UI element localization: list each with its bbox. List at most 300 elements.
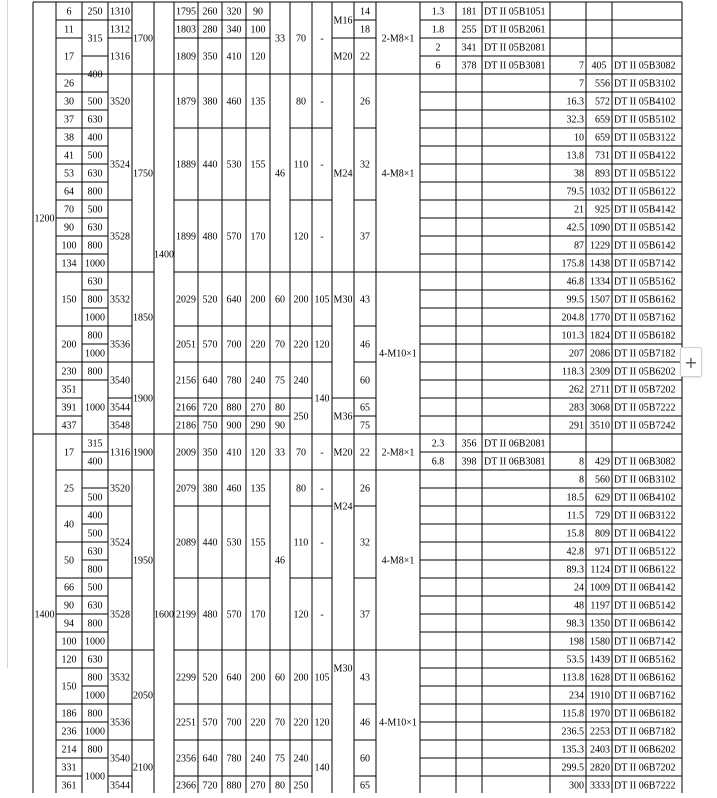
weight-b: 1970 [590,708,610,720]
weight-b: 809 [595,528,610,540]
motor-power-b: 236.5 [561,726,584,738]
bolt-size: M36 [333,411,353,423]
dim-g: 43 [360,672,370,684]
weight-b: 1124 [590,564,610,576]
dim-g: 32 [360,537,370,549]
bolt-spec: 4-M8×1 [381,168,415,180]
dim-w: 640 [226,672,242,684]
motor-power-b: 99.5 [566,294,584,306]
model-code-b: DT II 06B7162 [614,690,676,702]
left-scroll-strip[interactable] [0,0,8,668]
gear-ratio: 25 [64,483,74,495]
length-c: 1400 [154,249,174,261]
dim-h: 350 [202,51,218,63]
dim-d: 60 [275,672,285,684]
model-code-b: DT II 05B6202 [614,366,676,378]
dim-l: 2356 [176,753,196,765]
motor-power-b: 118.3 [561,366,584,378]
bolt-size: M20 [333,51,353,63]
model-code-b: DT II 05B7182 [614,348,676,360]
weight: 398 [461,456,477,468]
dim-d: 70 [275,717,285,729]
dim-c: 90 [253,6,263,18]
weight-b: 659 [595,132,610,144]
weight-b: 1507 [590,294,610,306]
weight: 356 [461,438,477,450]
motor-power-b: 24 [574,582,584,594]
dim-d: 60 [275,294,285,306]
gear-ratio: 437 [61,420,77,432]
bolt-spec: 2-M8×1 [381,33,415,45]
dim-f: - [320,159,324,171]
length-a: 3544 [110,780,130,792]
dim-g: 75 [360,420,370,432]
gear-ratio: 90 [64,222,74,234]
weight-b: 3510 [590,420,610,432]
dim-l: 1803 [176,24,196,36]
weight-b: 1628 [590,672,610,684]
dim-w: 780 [226,753,242,765]
weight-b: 1229 [590,240,610,252]
shaft-diameter: 400 [87,510,103,522]
dim-g: 22 [360,447,370,459]
dim-e: 250 [293,411,309,423]
weight-b: 1350 [590,618,610,630]
model-code-b: DT II 05B7222 [614,402,676,414]
dim-w: 320 [226,6,242,18]
bolt-spec: 4-M10×1 [379,348,417,360]
dim-c: 200 [250,294,266,306]
shaft-diameter: 500 [87,96,103,108]
dim-g: 65 [360,402,370,414]
dim-c: 100 [250,24,266,36]
dim-c: 155 [250,537,266,549]
dim-w: 780 [226,375,242,387]
dim-l: 1795 [176,6,196,18]
motor-power-b: 53.5 [566,654,584,666]
dim-d: 75 [275,375,285,387]
dim-l: 2079 [176,483,196,495]
shaft-diameter: 500 [87,528,103,540]
dim-c: 170 [250,609,266,621]
dim-h: 440 [202,159,218,171]
shaft-diameter: 250 [87,6,103,18]
shaft-diameter: 1000 [85,402,105,414]
motor-power-b: 115.8 [561,708,584,720]
motor-power-b: 16.3 [566,96,584,108]
dim-c: 240 [250,375,266,387]
dim-e: 220 [293,717,309,729]
bolt-size: M24 [333,501,353,513]
dim-c: 220 [250,339,266,351]
shaft-diameter: 1000 [85,771,105,783]
motor-power-b: 10 [574,132,584,144]
dim-c: 240 [250,753,266,765]
dim-e: 220 [293,339,309,351]
length-a: 3528 [110,231,130,243]
dim-e: 250 [293,780,309,792]
gear-ratio: 150 [61,294,77,306]
length-b: 1750 [133,168,153,180]
dim-e: 240 [293,753,309,765]
weight: 181 [461,6,477,18]
dim-l: 2156 [176,375,196,387]
motor-power-b: 87 [574,240,584,252]
dim-w: 700 [226,339,242,351]
dim-d: 46 [275,555,285,567]
length-a: 3536 [110,339,130,351]
dim-c: 290 [250,420,266,432]
weight: 255 [461,24,477,36]
dim-h: 380 [202,483,218,495]
model-code-b: DT II 05B5162 [614,276,676,288]
weight-b: 3333 [590,780,610,792]
model-code: DT II 06B3081 [484,456,546,468]
gear-ratio: 37 [64,114,74,126]
model-code-b: DT II 05B5102 [614,114,676,126]
motor-power-b: 98.3 [566,618,584,630]
shaft-diameter: 1000 [85,258,105,270]
motor-power-b: 135.3 [561,744,584,756]
gear-ratio: 38 [64,132,74,144]
gear-ratio: 26 [64,78,74,90]
dim-f: 105 [314,294,330,306]
dim-e: 80 [296,483,306,495]
dim-w: 880 [226,402,242,414]
weight-b: 405 [591,60,607,72]
shaft-diameter: 1000 [85,348,105,360]
length-a: 3532 [110,672,130,684]
dim-l: 2199 [176,609,196,621]
motor-power-b: 101.3 [561,330,584,342]
model-code-b: DT II 06B6202 [614,744,676,756]
dim-e: 80 [296,96,306,108]
dim-c: 120 [250,447,266,459]
model-code-b: DT II 05B4102 [614,96,676,108]
motor-power-b: 15.8 [566,528,584,540]
shaft-diameter: 800 [87,744,103,756]
dim-d: 46 [275,168,285,180]
length-a: 3524 [110,159,130,171]
length-a: 3528 [110,609,130,621]
dim-g: 26 [360,96,370,108]
motor-power-b: 21 [574,204,584,216]
shaft-diameter: 800 [87,708,103,720]
shaft-diameter: 500 [87,492,103,504]
bolt-spec: 2-M8×1 [381,447,415,459]
model-code-b: DT II 05B7242 [614,420,676,432]
bolt-size: M20 [333,447,353,459]
gear-ratio: 186 [61,708,77,720]
weight-b: 560 [595,474,610,486]
model-code-b: DT II 05B7202 [614,384,676,396]
dim-c: 270 [250,780,266,792]
length-a: 3540 [110,375,130,387]
gear-ratio: 200 [61,339,77,351]
shaft-diameter: 800 [87,618,103,630]
gear-ratio: 391 [61,402,77,414]
dim-f: - [320,231,324,243]
dim-w: 570 [226,609,242,621]
dim-l: 2166 [176,402,196,414]
gear-ratio: 351 [61,384,77,396]
model-code-b: DT II 06B3102 [614,474,676,486]
model-code-b: DT II 05B6122 [614,186,676,198]
model-code-b: DT II 05B7142 [614,258,676,270]
shaft-diameter: 630 [87,654,103,666]
gear-ratio: 40 [64,519,74,531]
gear-ratio: 41 [64,150,74,162]
motor-power-b: 198 [569,636,584,648]
motor-power-b: 42.5 [566,222,584,234]
motor-power-b: 13.8 [566,150,584,162]
dim-g: 22 [360,51,370,63]
weight-b: 1032 [590,186,610,198]
gear-ratio: 90 [64,600,74,612]
model-code-b: DT II 05B3082 [614,60,676,72]
model-code-b: DT II 06B7202 [614,762,676,774]
shaft-diameter: 1000 [85,636,105,648]
dim-f: 105 [314,672,330,684]
dim-w: 530 [226,537,242,549]
weight-b: 2403 [590,744,610,756]
model-code-b: DT II 05B6182 [614,330,676,342]
model-code-b: DT II 05B3102 [614,78,676,90]
gear-ratio: 17 [64,447,74,459]
dim-g: 26 [360,483,370,495]
motor-power-b: 262 [569,384,584,396]
weight-b: 729 [595,510,610,522]
model-code-b: DT II 06B3122 [614,510,676,522]
dim-c: 220 [250,717,266,729]
model-code-b: DT II 06B6182 [614,708,676,720]
shaft-diameter: 400 [87,132,103,144]
length-b: 2050 [133,690,153,702]
width-cell-1400: 1400 [34,609,55,621]
motor-power: 1.3 [431,6,445,18]
gear-ratio: 120 [61,654,77,666]
model-code-b: DT II 06B6142 [614,618,676,630]
shaft-diameter: 800 [87,186,103,198]
motor-power-b: 113.8 [561,672,584,684]
weight-b: 429 [595,456,610,468]
motor-power-b: 8 [579,456,584,468]
weight-b: 925 [595,204,610,216]
shaft-diameter: 1000 [85,726,105,738]
shaft-diameter: 800 [87,330,103,342]
length-a: 1310 [110,6,130,18]
dim-g: 37 [360,609,370,621]
dim-c: 135 [250,483,266,495]
dim-h: 350 [202,447,218,459]
motor-power: 2.3 [431,438,445,450]
dim-g: 32 [360,159,370,171]
dim-e: 240 [293,375,309,387]
model-code: DT II 05B1051 [484,6,546,18]
weight-b: 2820 [590,762,610,774]
bolt-spec: 4-M8×1 [381,555,415,567]
gear-ratio: 11 [64,24,74,36]
dim-f: - [320,96,324,108]
length-a: 3536 [110,717,130,729]
gear-ratio: 17 [64,51,74,63]
motor-power-b: 38 [574,168,584,180]
model-code-b: DT II 05B4122 [614,150,676,162]
weight-b: 1770 [590,312,610,324]
dim-h: 480 [202,609,218,621]
shaft-diameter: 500 [87,582,103,594]
gear-ratio: 236 [61,726,77,738]
motor-power-b: 32.3 [566,114,584,126]
motor-power-b: 7 [579,78,584,90]
length-a: 3520 [110,96,130,108]
bolt-size: M30 [333,663,353,675]
shaft-diameter: 630 [87,222,103,234]
dim-l: 2251 [176,717,196,729]
dim-e: 70 [296,33,306,45]
dim-e: 110 [293,537,309,549]
weight-b: 1580 [590,636,610,648]
weight-b: 629 [595,492,610,504]
dim-h: 570 [202,339,218,351]
model-code-b: DT II 06B3082 [614,456,676,468]
shaft-diameter: 1000 [85,312,105,324]
weight-b: 3068 [590,402,610,414]
length-b: 1850 [133,312,153,324]
dim-e: 110 [293,159,309,171]
dim-h: 640 [202,375,218,387]
dim-h: 520 [202,294,218,306]
weight-b: 2086 [590,348,610,360]
model-code-b: DT II 06B5162 [614,654,676,666]
model-code-b: DT II 06B6122 [614,564,676,576]
length-a: 3544 [110,402,130,414]
gear-ratio: 53 [64,168,74,180]
dim-g: 46 [360,717,370,729]
gear-ratio: 64 [64,186,74,198]
dim-e: 200 [293,294,309,306]
dim-g: 60 [360,753,370,765]
weight-b: 1009 [590,582,610,594]
gear-ratio: 50 [64,555,74,567]
model-code-b: DT II 05B5122 [614,168,676,180]
shaft-diameter: 800 [87,240,103,252]
dim-l: 2009 [176,447,196,459]
shaft-diameter: 800 [87,672,103,684]
dim-h: 380 [202,96,218,108]
length-a: 1316 [110,51,130,63]
motor-power-b: 300 [569,780,584,792]
dim-h: 720 [202,402,218,414]
gear-ratio: 70 [64,204,74,216]
gear-ratio: 134 [61,258,77,270]
dim-l: 2029 [176,294,196,306]
weight-b: 2253 [590,726,610,738]
weight-b: 971 [595,546,610,558]
gear-ratio: 66 [64,582,74,594]
weight: 378 [461,60,477,72]
gear-ratio: 230 [61,366,77,378]
shaft-diameter: 630 [87,168,103,180]
dim-w: 640 [226,294,242,306]
weight-b: 893 [595,168,610,180]
dim-l: 2366 [176,780,196,792]
dim-w: 460 [226,96,242,108]
dim-g: 43 [360,294,370,306]
model-code-b: DT II 06B7182 [614,726,676,738]
dim-g: 60 [360,375,370,387]
motor-power-b: 79.5 [566,186,584,198]
dim-w: 530 [226,159,242,171]
bolt-size: M24 [333,168,353,180]
motor-power-b: 175.8 [561,258,584,270]
motor-power-b: 234 [569,690,584,702]
dim-d: 80 [275,780,285,792]
dim-l: 1889 [176,159,196,171]
dim-h: 480 [202,231,218,243]
gear-ratio: 331 [61,762,77,774]
dim-d: 70 [275,339,285,351]
shaft-diameter: 800 [87,564,103,576]
dim-f: 140 [314,393,330,405]
dim-f: 120 [314,339,330,351]
dim-l: 1879 [176,96,196,108]
model-code: DT II 05B2081 [484,42,546,54]
motor-power-b: 207 [569,348,584,360]
weight-b: 731 [595,150,610,162]
shaft-diameter: 800 [87,366,103,378]
shaft-diameter: 400 [87,456,103,468]
dim-d: 80 [275,402,285,414]
motor-power-b: 299.5 [561,762,584,774]
dim-w: 900 [226,420,242,432]
dim-h: 570 [202,717,218,729]
model-code-b: DT II 06B4142 [614,582,676,594]
length-b: 1900 [133,447,153,459]
weight-b: 1438 [590,258,610,270]
weight-b: 2309 [590,366,610,378]
motor-power-b: 11.5 [566,510,584,522]
gear-ratio: 361 [61,780,77,792]
weight-b: 1824 [590,330,610,342]
dim-g: 14 [360,6,370,18]
dim-l: 1899 [176,231,196,243]
dim-c: 170 [250,231,266,243]
expand-plus-button[interactable]: + [680,347,702,377]
length-a: 3520 [110,483,130,495]
model-code-b: DT II 06B4102 [614,492,676,504]
motor-power: 6.8 [431,456,445,468]
weight-b: 659 [595,114,610,126]
motor-power-b: 89.3 [566,564,584,576]
dim-l: 2299 [176,672,196,684]
length-a: 3532 [110,294,130,306]
shaft-diameter: 500 [87,150,103,162]
model-code-b: DT II 06B6162 [614,672,676,684]
dim-g: 65 [360,780,370,792]
dim-l: 1809 [176,51,196,63]
shaft-diameter: 315 [87,438,103,450]
shaft-diameter: 800 [87,294,103,306]
dim-w: 410 [226,51,242,63]
dim-d: 75 [275,753,285,765]
length-a: 3548 [110,420,130,432]
dim-l: 2186 [176,420,196,432]
dim-f: - [320,447,324,459]
motor-power-b: 42.8 [566,546,584,558]
motor-power: 6 [435,60,441,72]
dim-h: 750 [202,420,218,432]
